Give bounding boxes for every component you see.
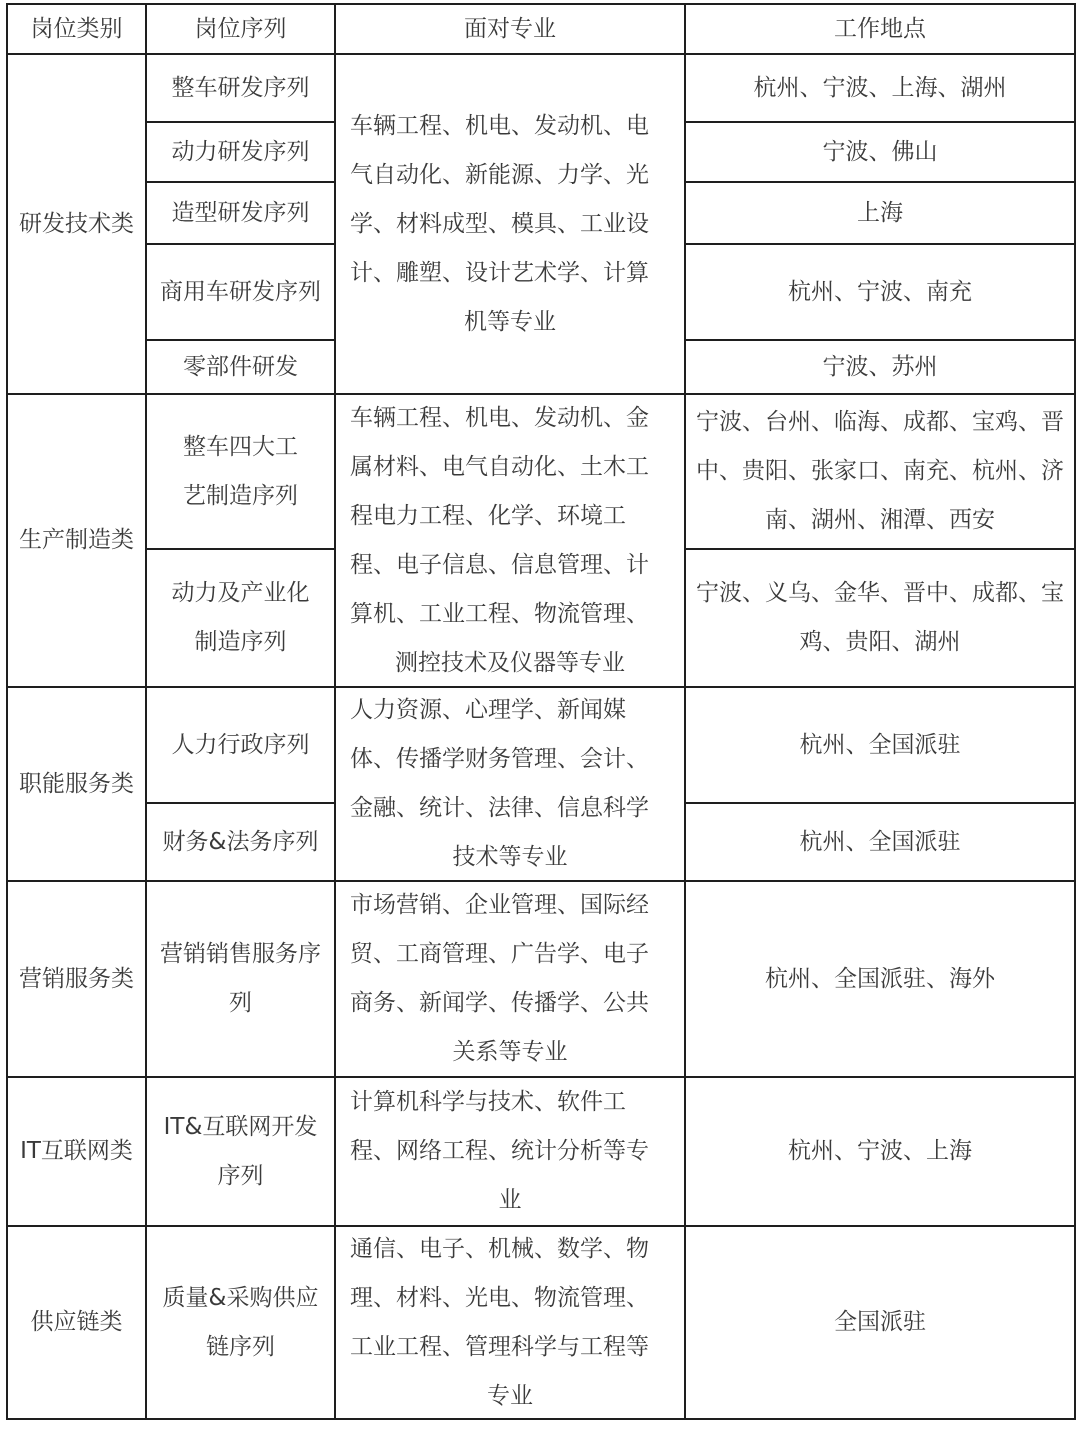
location-cell <box>684 53 1076 123</box>
header-sequence <box>145 3 336 55</box>
category-cell <box>6 1076 147 1227</box>
sequence-label: 动力及产业化制造序列 <box>171 580 310 655</box>
header-category <box>6 3 147 55</box>
major-cell <box>334 686 686 882</box>
header-label: 面对专业 <box>464 15 556 42</box>
sequence-cell <box>145 880 336 1078</box>
location-text: 宁波、台州、临海、成都、宝鸡、晋中、贵阳、张家口、南充、杭州、济南、湖州、湘潭、西安 <box>696 409 1064 533</box>
major-text: 计算机科学与技术、软件工程、网络工程、统计分析等专业 <box>350 1089 649 1213</box>
category-cell <box>6 393 147 688</box>
sequence-cell <box>145 686 336 804</box>
sequence-cell <box>145 548 336 688</box>
location-cell <box>684 880 1076 1078</box>
category-label: 营销服务类 <box>19 965 134 992</box>
sequence-cell <box>145 1225 336 1420</box>
location-text: 杭州、宁波、南充 <box>788 278 972 305</box>
location-cell <box>684 339 1076 395</box>
sequence-cell <box>145 1076 336 1227</box>
header-major <box>334 3 686 55</box>
major-cell <box>334 393 686 688</box>
major-cell <box>334 53 686 395</box>
location-cell <box>684 548 1076 688</box>
location-text: 杭州、宁波、上海、湖州 <box>753 74 1007 101</box>
header-label: 岗位序列 <box>194 15 287 42</box>
location-cell <box>684 686 1076 804</box>
category-cell <box>6 1225 147 1420</box>
category-label: 研发技术类 <box>19 210 134 237</box>
sequence-label: 零部件研发 <box>183 353 298 380</box>
location-text: 宁波、佛山 <box>822 138 938 165</box>
location-text: 杭州、全国派驻 <box>799 828 961 855</box>
major-text: 车辆工程、机电、发动机、金属材料、电气自动化、土木工程电力工程、化学、环境工程、电子信息、信息管理、计算机、工业工程、物流管理、测控技术及仪器等专业 <box>350 404 649 676</box>
location-text: 上海 <box>857 199 903 226</box>
sequence-cell <box>145 121 336 183</box>
major-text: 市场营销、企业管理、国际经贸、工商管理、广告学、电子商务、新闻学、传播学、公共关系等专业 <box>350 892 649 1065</box>
location-cell <box>684 181 1076 245</box>
major-cell <box>334 1076 686 1227</box>
location-text: 杭州、宁波、上海 <box>788 1138 972 1164</box>
category-cell <box>6 686 147 882</box>
location-text: 杭州、全国派驻、海外 <box>765 965 995 992</box>
sequence-label: 整车研发序列 <box>171 74 310 101</box>
sequence-cell <box>145 393 336 550</box>
category-label: IT互联网类 <box>20 1138 133 1164</box>
sequence-cell <box>145 339 336 395</box>
location-text: 全国派驻 <box>834 1309 926 1335</box>
category-label: 职能服务类 <box>19 770 134 797</box>
location-cell <box>684 802 1076 882</box>
location-cell <box>684 393 1076 550</box>
major-text: 通信、电子、机械、数学、物理、材料、光电、物流管理、工业工程、管理科学与工程等专业 <box>350 1235 649 1409</box>
sequence-label: 人力行政序列 <box>171 731 310 758</box>
sequence-cell <box>145 181 336 245</box>
location-cell <box>684 243 1076 341</box>
sequence-label: 财务&法务序列 <box>162 828 319 855</box>
location-cell <box>684 121 1076 183</box>
header-location <box>684 3 1076 55</box>
sequence-label: 动力研发序列 <box>171 138 310 165</box>
sequence-label: 商用车研发序列 <box>160 278 321 305</box>
major-text: 车辆工程、机电、发动机、电气自动化、新能源、力学、光学、材料成型、模具、工业设计、雕塑、设计艺术学、计算机等专业 <box>350 112 649 335</box>
sequence-cell <box>145 802 336 882</box>
header-label: 岗位类别 <box>30 15 123 42</box>
location-text: 杭州、全国派驻 <box>799 731 961 758</box>
sequence-cell <box>145 53 336 123</box>
major-cell <box>334 880 686 1078</box>
location-cell <box>684 1225 1076 1420</box>
location-text: 宁波、义乌、金华、晋中、成都、宝鸡、贵阳、湖州 <box>696 580 1064 655</box>
sequence-label: 造型研发序列 <box>171 199 310 226</box>
sequence-label: 整车四大工艺制造序列 <box>183 433 298 509</box>
category-cell <box>6 880 147 1078</box>
category-label: 供应链类 <box>30 1309 123 1335</box>
location-cell <box>684 1076 1076 1227</box>
sequence-label: IT&互联网开发序列 <box>163 1113 318 1189</box>
header-label: 工作地点 <box>834 15 926 42</box>
category-cell <box>6 53 147 395</box>
recruitment-table <box>6 3 1076 1420</box>
sequence-label: 质量&采购供应链序列 <box>162 1284 319 1360</box>
major-cell <box>334 1225 686 1420</box>
category-label: 生产制造类 <box>19 527 134 553</box>
sequence-cell <box>145 243 336 341</box>
sequence-label: 营销销售服务序列 <box>160 941 321 1016</box>
location-text: 宁波、苏州 <box>822 353 938 380</box>
major-text: 人力资源、心理学、新闻媒体、传播学财务管理、会计、金融、统计、法律、信息科学技术等专业 <box>350 697 649 870</box>
